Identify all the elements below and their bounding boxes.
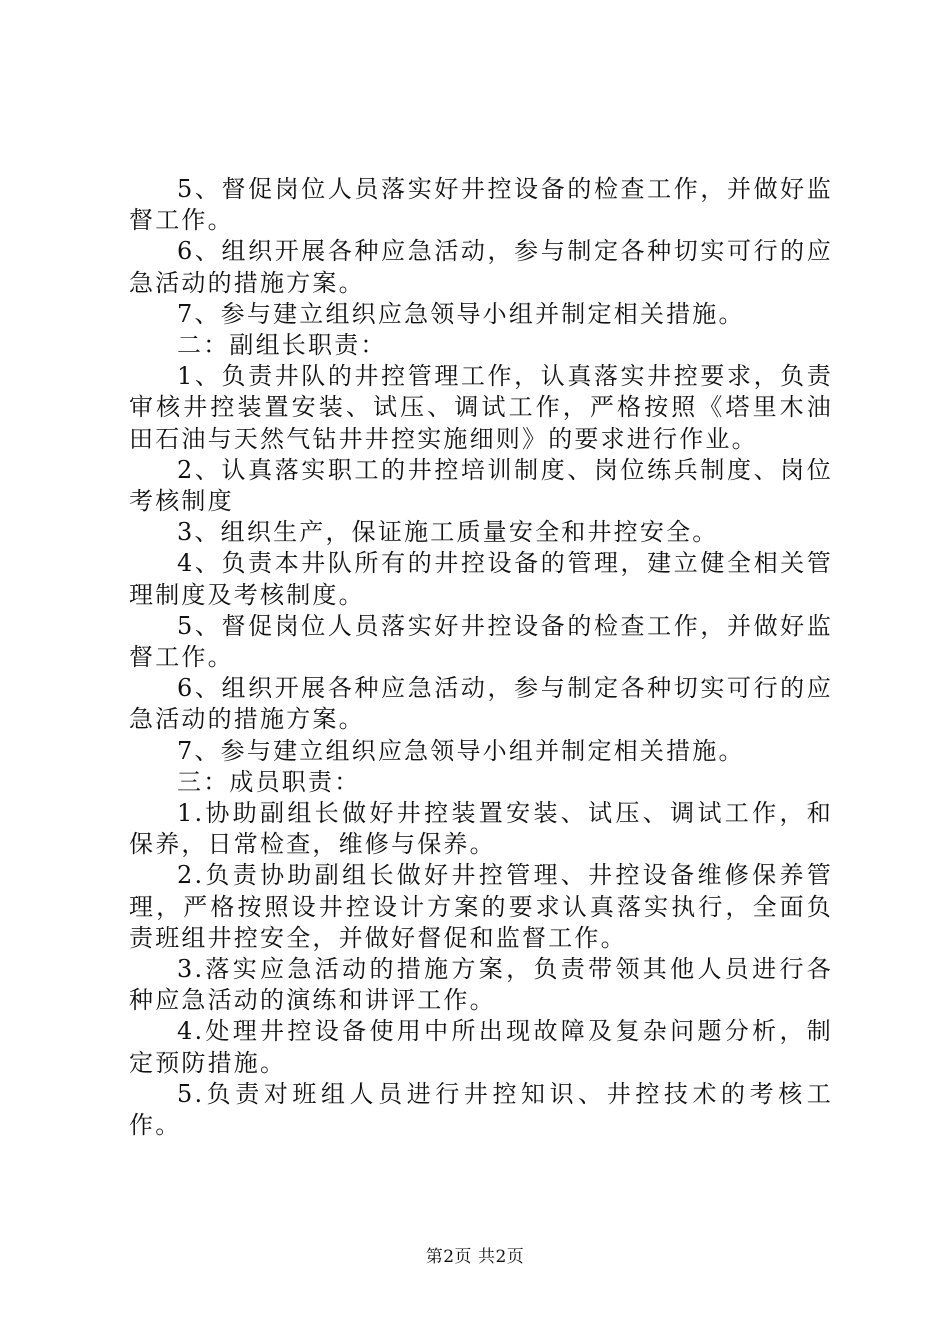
paragraph-production-safety: 3、组织生产，保证施工质量安全和井控安全。	[177, 518, 719, 547]
paragraph-equipment-management: 4、负责本井队所有的井控设备的管理，建立健全相关管理制度及考核制度。	[129, 549, 833, 609]
paragraph-emergency-drills: 3.落实应急活动的措施方案，负责带领其他人员进行各种应急活动的演练和讲评工作。	[129, 955, 833, 1015]
paragraph-training-system: 2、认真落实职工的井控培训制度、岗位练兵制度、岗位考核制度	[129, 455, 833, 516]
document-body	[129, 174, 833, 1141]
page-footer	[0, 1242, 950, 1267]
paragraph-assist-installation: 1.协助副组长做好井控装置安装、试压、调试工作，和保养，日常检查，维修与保养。	[129, 799, 833, 859]
section-heading-deputy-leader: 二：副组长职责：	[177, 331, 387, 360]
paragraph-supervise-inspection-2: 5、督促岗位人员落实好井控设备的检查工作，并做好监督工作。	[129, 611, 833, 672]
paragraph-emergency-activities: 6、组织开展各种应急活动，参与制定各种切实可行的应急活动的措施方案。	[129, 237, 833, 297]
section-heading-members: 三：成员职责：	[177, 767, 361, 796]
paragraph-emergency-activities-2: 6、组织开展各种应急活动，参与制定各种切实可行的应急活动的措施方案。	[129, 674, 833, 734]
paragraph-fault-handling: 4.处理井控设备使用中所出现故障及复杂问题分析，制定预防措施。	[129, 1017, 833, 1077]
paragraph-emergency-leadership-2: 7、参与建立组织应急领导小组并制定相关措施。	[177, 736, 745, 765]
paragraph-emergency-leadership: 7、参与建立组织应急领导小组并制定相关措施。	[177, 299, 745, 328]
paragraph-assessment-work: 5.负责对班组人员进行井控知识、井控技术的考核工作。	[129, 1079, 833, 1140]
paragraph-well-control-management: 1、负责井队的井控管理工作，认真落实井控要求，负责审核井控装置安装、试压、调试工作，严格按照《塔里木油田石油与天然气钻井井控实施细则》的要求进行作业。	[129, 362, 833, 453]
paragraph-assist-management: 2.负责协助副组长做好井控管理、井控设备维修保养管理，严格按照设井控设计方案的要求认真落实执行，全面负责班组井控安全，并做好督促和监督工作。	[129, 861, 833, 952]
page-number: 第2页 共2页	[425, 1247, 525, 1267]
paragraph-supervise-inspection: 5、督促岗位人员落实好井控设备的检查工作，并做好监督工作。	[129, 175, 833, 235]
